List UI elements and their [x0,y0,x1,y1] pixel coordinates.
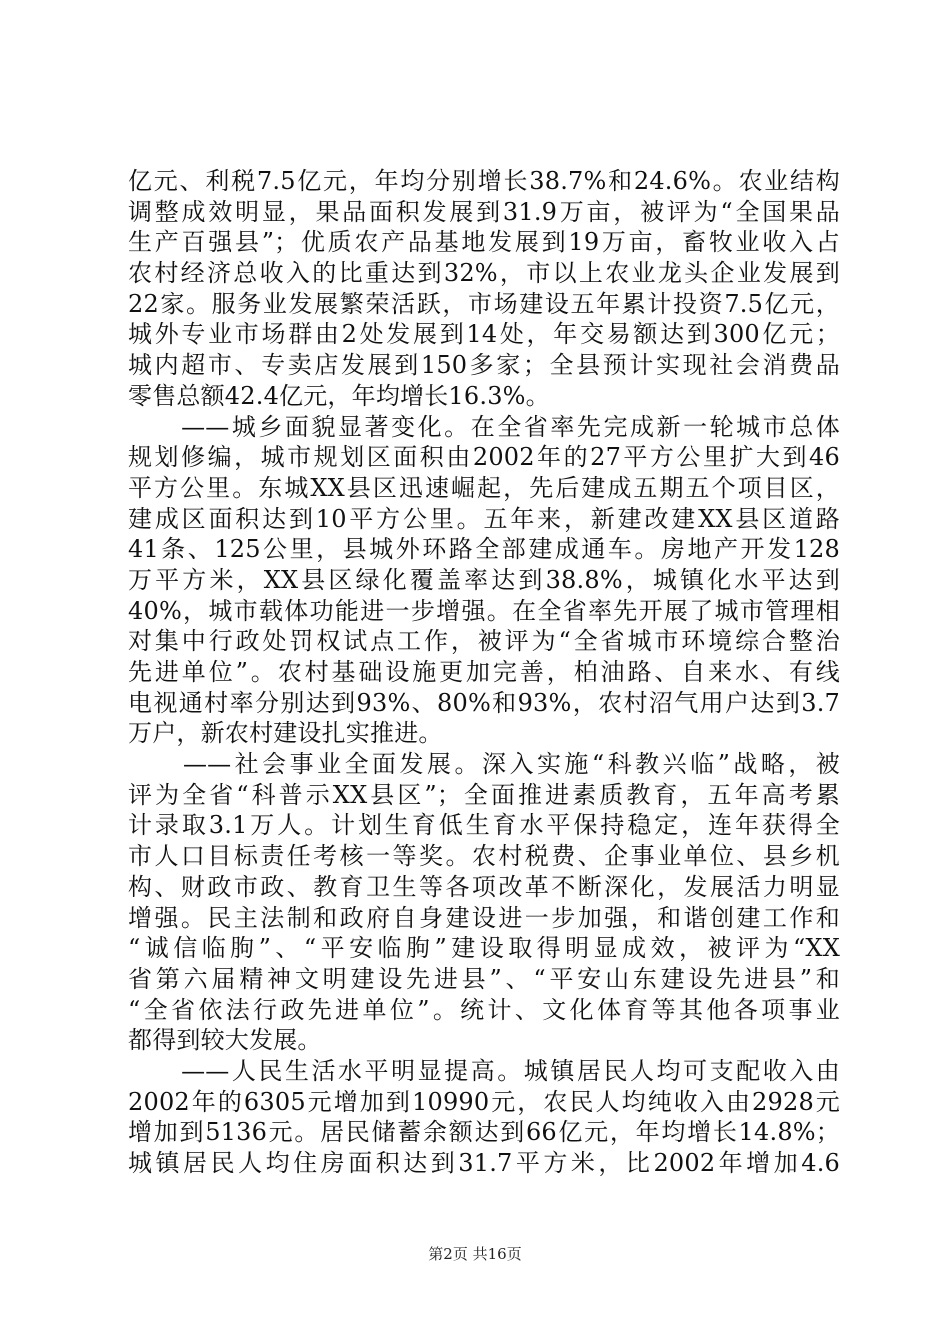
text-line: 省第六届精神文明建设先进县”、“平安山东建设先进县”和 [128,964,840,993]
text-line: 城内超市、专卖店发展到150多家；全县预计实现社会消费品 [128,351,840,380]
text-line: 40%，城市载体功能进一步增强。在全省率先开展了城市管理相 [128,596,840,625]
text-line: 评为全省“科普示XX县区”；全面推进素质教育，五年高考累 [128,780,840,809]
text-line: “诚信临朐”、“平安临朐”建设取得明显成效，被评为“XX [128,934,840,963]
text-line: 城外专业市场群由2处发展到14处，年交易额达到300亿元； [128,320,840,349]
text-line: 建成区面积达到10平方公里。五年来，新建改建XX县区道路 [128,504,840,533]
text-line: ——社会事业全面发展。深入实施“科教兴临”战略，被 [128,750,840,779]
text-line: 万平方米，XX县区绿化覆盖率达到38.8%，城镇化水平达到 [128,565,840,594]
text-line: 规划修编，城市规划区面积由2002年的27平方公里扩大到46 [128,443,840,472]
text-line: ——城乡面貌显著变化。在全省率先完成新一轮城市总体 [128,412,840,441]
text-line: 零售总额42.4亿元，年均增长16.3%。 [128,381,550,410]
text-line: 对集中行政处罚权试点工作，被评为“全省城市环境综合整治 [128,627,840,656]
text-line: 调整成效明显，果品面积发展到31.9万亩，被评为“全国果品 [128,197,840,226]
text-line: 构、财政市政、教育卫生等各项改革不断深化，发展活力明显 [128,872,840,901]
body-text [128,166,840,1179]
text-line: 电视通村率分别达到93%、80%和93%，农村沼气用户达到3.7 [128,688,840,717]
text-line: 22家。服务业发展繁荣活跃，市场建设五年累计投资7.5亿元， [128,289,840,318]
text-line: 生产百强县”；优质农产品基地发展到19万亩，畜牧业收入占 [128,228,840,257]
text-line: 城镇居民人均住房面积达到31.7平方米，比2002年增加4.6 [128,1149,840,1177]
text-line: ——人民生活水平明显提高。城镇居民人均可支配收入由 [128,1056,840,1085]
page-footer: 第2页 共16页 [428,1245,522,1263]
text-line: 2002年的6305元增加到10990元，农民人均纯收入由2928元 [128,1087,840,1116]
text-line: “全省依法行政先进单位”。统计、文化体育等其他各项事业 [128,995,840,1024]
text-line: 计录取3.1万人。计划生育低生育水平保持稳定，连年获得全 [128,811,840,840]
text-line: 农村经济总收入的比重达到32%，市以上农业龙头企业发展到 [128,259,840,288]
text-line: 增强。民主法制和政府自身建设进一步加强，和谐创建工作和 [128,903,840,932]
text-line: 都得到较大发展。 [128,1026,322,1055]
text-line: 41条、125公里，县城外环路全部建成通车。房地产开发128 [128,535,840,564]
text-line: 市人口目标责任考核一等奖。农村税费、企事业单位、县乡机 [128,842,840,871]
text-line: 万户，新农村建设扎实推进。 [128,719,443,748]
text-line: 亿元、利税7.5亿元，年均分别增长38.7%和24.6%。农业结构 [128,167,840,195]
text-line: 增加到5136元。居民储蓄余额达到66亿元，年均增长14.8%； [128,1118,840,1147]
text-line: 先进单位”。农村基础设施更加完善，柏油路、自来水、有线 [128,658,840,686]
text-line: 平方公里。东城XX县区迅速崛起，先后建成五期五个项目区， [128,473,840,502]
